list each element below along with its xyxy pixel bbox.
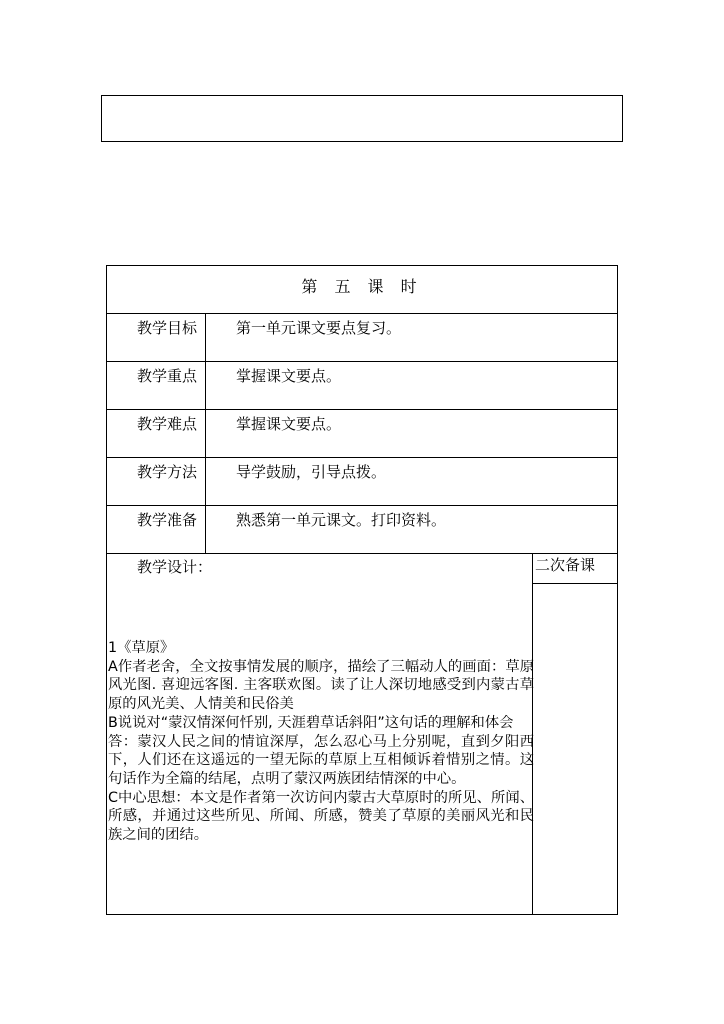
row-difficulties — [107, 410, 617, 458]
row-preparation — [107, 506, 617, 554]
row-value: 第一单元课文要点复习。 — [236, 319, 402, 337]
row-key-points — [107, 362, 617, 410]
row-value: 掌握课文要点。 — [236, 415, 342, 433]
teaching-design-cell — [107, 554, 533, 914]
design-line: 1《草原》 — [108, 640, 175, 656]
design-line: B说说对“蒙汉情深何忏别, 天涯碧草话斜阳”这句话的理解和体会 — [108, 714, 514, 731]
design-line: 答：蒙汉人民之间的情谊深厚，怎么忍心马上分别呢，直到夕阳西下，人们还在这遥远的一望无际的草原上互相倾诉着惜别之情。这句话作为全篇的结尾，点明了蒙汉两族团结情深的中心。 — [108, 733, 534, 787]
row-label: 教学方法 — [107, 458, 206, 505]
row-label: 教学准备 — [107, 506, 206, 553]
header-box — [101, 95, 623, 142]
lesson-plan-table — [106, 265, 618, 915]
design-body — [108, 639, 534, 845]
row-label: 教学难点 — [107, 410, 206, 457]
row-value: 导学鼓励，引导点拨。 — [236, 463, 387, 481]
lesson-title: 第 五 课 时 — [107, 266, 617, 314]
row-value: 熟悉第一单元课文。打印资料。 — [236, 511, 447, 529]
second-prep-notes — [533, 584, 617, 914]
row-methods — [107, 458, 617, 506]
row-objectives — [107, 314, 617, 362]
row-value: 掌握课文要点。 — [236, 367, 342, 385]
row-label: 教学重点 — [107, 362, 206, 409]
design-heading: 教学设计： — [137, 558, 213, 576]
design-line: C中心思想：本文是作者第一次访问内蒙古大草原时的所见、所闻、所感，并通过这些所见、所闻、所感，赞美了草原的美丽风光和民族之间的团结。 — [108, 789, 534, 844]
second-prep-heading: 二次备课 — [533, 554, 617, 584]
row-label: 教学目标 — [107, 314, 206, 361]
design-line: A作者老舍，全文按事情发展的顺序，描绘了三幅动人的画面：草原风光图. 喜迎远客图. 主客联欢图。读了让人深切地感受到内蒙古草原的风光美、人情美和民俗美 — [108, 658, 534, 713]
